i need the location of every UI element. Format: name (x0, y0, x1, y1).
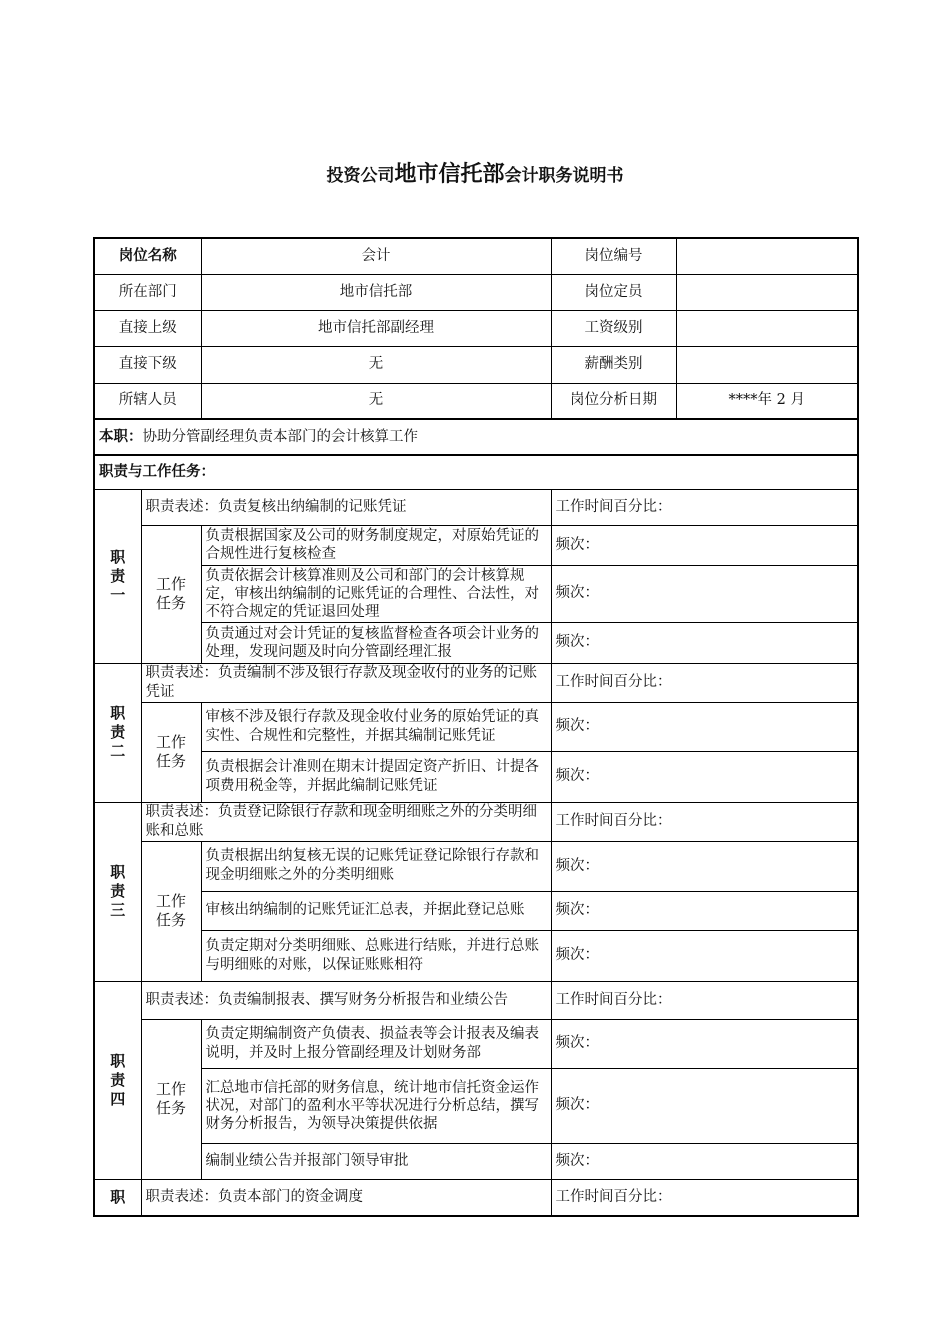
task-label: 工作 任务 (141, 525, 201, 663)
task-text: 负责依据会计核算准则及公司和部门的会计核算规定，审核出纳编制的记账凭证的合理性、合法性，对不符合规定的凭证退回处理 (201, 565, 551, 622)
duty-label: 职 责 一 (94, 489, 141, 663)
duty-label: 职 责 二 (94, 663, 141, 802)
duty-percent: 工作时间百分比： (551, 489, 858, 525)
info-label: 工资级别 (551, 310, 676, 346)
info-row (94, 274, 858, 310)
job-description-table (93, 237, 859, 1217)
task-frequency: 频次： (551, 751, 858, 802)
duty-percent: 工作时间百分比： (551, 663, 858, 702)
duty-percent: 工作时间百分比： (551, 981, 858, 1019)
info-row (94, 346, 858, 383)
info-value: 会计 (201, 238, 551, 274)
info-label: 岗位分析日期 (551, 383, 676, 419)
main-duty-text: 协助分管副经理负责本部门的会计核算工作 (142, 428, 418, 445)
task-frequency: 频次： (551, 930, 858, 981)
task-frequency: 频次： (551, 841, 858, 891)
info-value: 地市信托部副经理 (201, 310, 551, 346)
duty-statement-row (94, 802, 858, 841)
task-text: 负责定期对分类明细账、总账进行结账，并进行总账与明细账的对账，以保证账账相符 (201, 930, 551, 981)
task-text: 负责根据国家及公司的财务制度规定，对原始凭证的合规性进行复核检查 (201, 525, 551, 565)
duty-statement-row (94, 663, 858, 702)
info-label: 岗位定员 (551, 274, 676, 310)
info-value: 无 (201, 383, 551, 419)
duty-label: 职 (94, 1179, 141, 1216)
task-row (94, 930, 858, 981)
task-frequency: 频次： (551, 525, 858, 565)
title-dept: 地市信托部 (394, 162, 505, 187)
task-row (94, 525, 858, 565)
title-suffix: 会计职务说明书 (504, 166, 624, 186)
info-value (676, 274, 858, 310)
duty-statement: 职责表述：负责编制不涉及银行存款及现金收付的业务的记账凭证 (141, 663, 551, 702)
task-row (94, 1143, 858, 1179)
info-value: 地市信托部 (201, 274, 551, 310)
duty-statement: 职责表述：负责登记除银行存款和现金明细账之外的分类明细账和总账 (141, 802, 551, 841)
task-row (94, 891, 858, 930)
task-row (94, 1019, 858, 1068)
info-value (676, 346, 858, 383)
task-frequency: 频次： (551, 891, 858, 930)
main-duty-label: 本职： (99, 428, 143, 445)
info-row (94, 383, 858, 419)
task-row (94, 751, 858, 802)
info-label: 所在部门 (94, 274, 201, 310)
duty-statement: 职责表述：负责复核出纳编制的记账凭证 (141, 489, 551, 525)
info-row (94, 238, 858, 274)
title-prefix: 投资公司 (326, 166, 395, 186)
task-text: 审核出纳编制的记账凭证汇总表，并据此登记总账 (201, 891, 551, 930)
info-row (94, 310, 858, 346)
task-label: 工作 任务 (141, 841, 201, 981)
duty-statement: 职责表述：负责本部门的资金调度 (141, 1179, 551, 1216)
task-text: 汇总地市信托部的财务信息，统计地市信托资金运作状况，对部门的盈利水平等状况进行分析总结，撰写财务分析报告，为领导决策提供依据 (201, 1068, 551, 1143)
duty-statement-row (94, 489, 858, 525)
duty-percent: 工作时间百分比： (551, 802, 858, 841)
task-text: 负责根据会计准则在期末计提固定资产折旧、计提各项费用税金等，并据此编制记账凭证 (201, 751, 551, 802)
duty-percent: 工作时间百分比： (551, 1179, 858, 1216)
info-label: 薪酬类别 (551, 346, 676, 383)
task-frequency: 频次： (551, 1143, 858, 1179)
task-frequency: 频次： (551, 622, 858, 663)
info-value (676, 310, 858, 346)
info-label: 直接上级 (94, 310, 201, 346)
document-title (0, 157, 950, 188)
duty-statement-row (94, 981, 858, 1019)
task-frequency: 频次： (551, 702, 858, 751)
info-value (676, 238, 858, 274)
main-duty (94, 419, 858, 455)
info-label: 岗位编号 (551, 238, 676, 274)
task-text: 负责通过对会计凭证的复核监督检查各项会计业务的处理，发现问题及时向分管副经理汇报 (201, 622, 551, 663)
duty-statement: 职责表述：负责编制报表、撰写财务分析报告和业绩公告 (141, 981, 551, 1019)
main-duty-row (94, 419, 858, 455)
task-text: 审核不涉及银行存款及现金收付业务的原始凭证的真实性、合规性和完整性，并据其编制记账凭证 (201, 702, 551, 751)
info-value: 无 (201, 346, 551, 383)
duty-label: 职 责 三 (94, 802, 141, 981)
duty-statement-row (94, 1179, 858, 1216)
task-row (94, 1068, 858, 1143)
info-label: 直接下级 (94, 346, 201, 383)
info-label: 岗位名称 (94, 238, 201, 274)
info-label: 所辖人员 (94, 383, 201, 419)
task-row (94, 702, 858, 751)
info-value: ****年 2 月 (676, 383, 858, 419)
task-frequency: 频次： (551, 565, 858, 622)
task-frequency: 频次： (551, 1019, 858, 1068)
task-text: 负责根据出纳复核无误的记账凭证登记除银行存款和现金明细账之外的分类明细账 (201, 841, 551, 891)
duty-label: 职 责 四 (94, 981, 141, 1179)
duties-header: 职责与工作任务： (94, 455, 858, 489)
task-label: 工作 任务 (141, 702, 201, 802)
task-frequency: 频次： (551, 1068, 858, 1143)
task-row (94, 622, 858, 663)
task-label: 工作 任务 (141, 1019, 201, 1179)
task-row (94, 565, 858, 622)
task-text: 编制业绩公告并报部门领导审批 (201, 1143, 551, 1179)
duties-header-row (94, 455, 858, 489)
task-row (94, 841, 858, 891)
task-text: 负责定期编制资产负债表、损益表等会计报表及编表说明，并及时上报分管副经理及计划财务部 (201, 1019, 551, 1068)
